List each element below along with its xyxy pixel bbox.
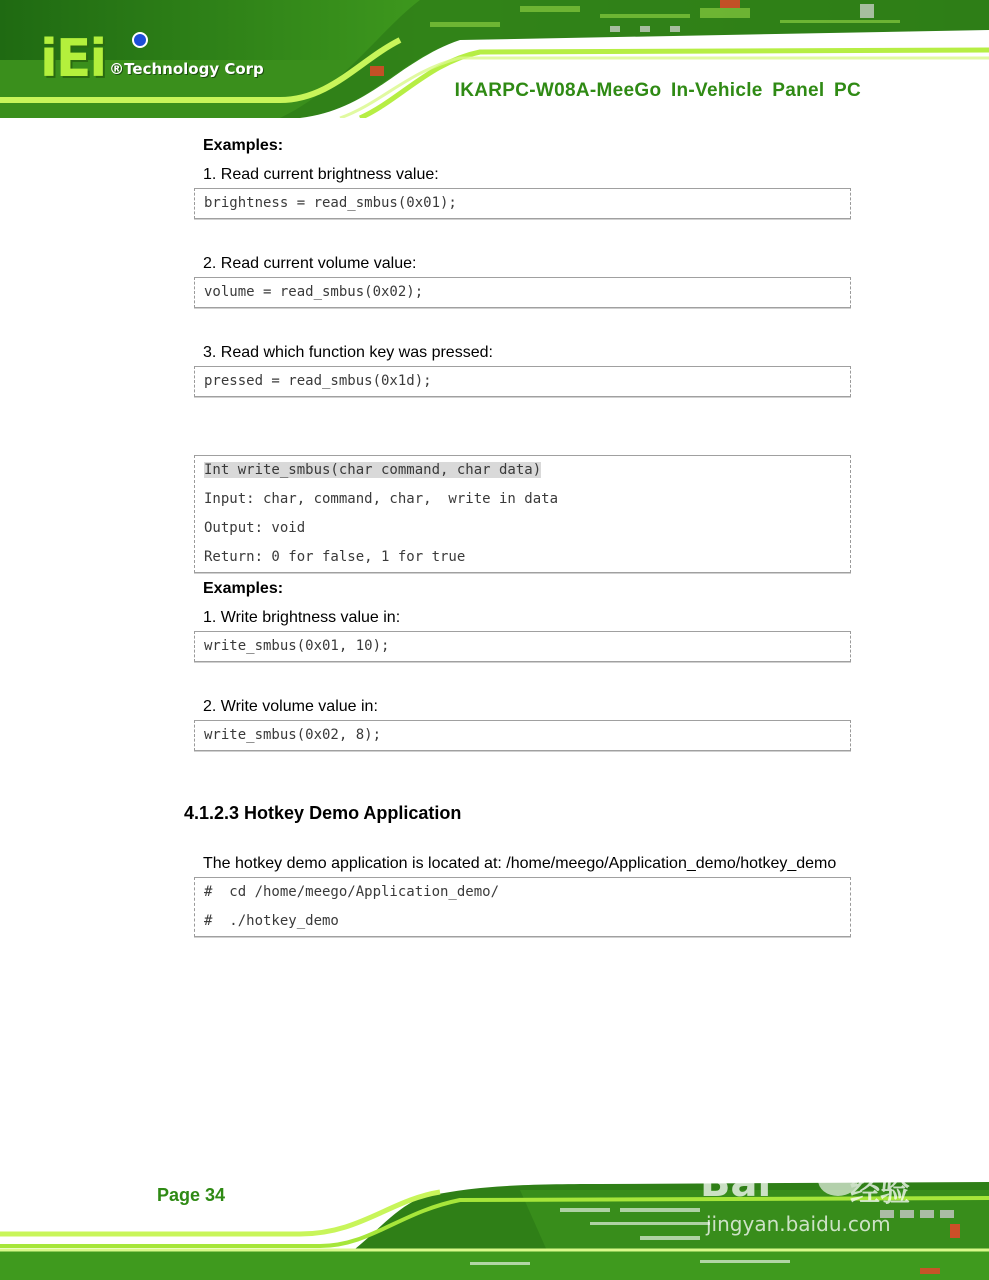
watermark-url: jingyan.baidu.com — [706, 1212, 891, 1236]
company-name: ®Technology Corp — [109, 60, 264, 78]
code-line: brightness = read_smbus(0x01); — [204, 195, 457, 211]
company-logo — [40, 29, 264, 89]
watermark-chinese: 经验 — [850, 1174, 910, 1209]
page-header — [0, 0, 989, 118]
example-caption: 3. Read which function key was pressed: — [203, 344, 493, 361]
code-block — [194, 720, 851, 751]
example-caption: 1. Read current brightness value: — [203, 166, 439, 183]
code-line: write_smbus(0x02, 8); — [204, 727, 382, 743]
signature-highlight: Int write_smbus(char command, char data) — [204, 462, 542, 478]
code-block — [194, 366, 851, 397]
code-line: write_smbus(0x01, 10); — [204, 638, 390, 654]
command-line: # ./hotkey_demo — [204, 913, 339, 929]
function-input: Input: char, command, char, write in data — [204, 491, 559, 507]
code-block — [194, 631, 851, 662]
code-line: pressed = read_smbus(0x1d); — [204, 373, 432, 389]
example-caption: 2. Write volume value in: — [203, 698, 378, 715]
code-block — [194, 188, 851, 219]
function-signature-block — [194, 455, 851, 573]
logo-mark: iEi — [40, 29, 106, 89]
read-examples-heading: Examples: — [203, 137, 284, 154]
watermark-text: Bai — [700, 1160, 772, 1206]
document-title: IKARPC-W08A-MeeGo In-Vehicle Panel PC — [454, 80, 861, 101]
section-heading: 4.1.2.3 Hotkey Demo Application — [184, 803, 462, 823]
example-caption: 2. Read current volume value: — [203, 255, 417, 272]
hotkey-intro: The hotkey demo application is located at: /home/meego/Application_demo/hotkey_demo — [203, 855, 837, 872]
hotkey-command-block — [194, 877, 851, 937]
logo-dot-icon — [132, 32, 148, 48]
write-examples-heading: Examples: — [203, 580, 284, 597]
page-number: Page 34 — [157, 1185, 226, 1205]
command-line: # cd /home/meego/Application_demo/ — [204, 884, 500, 900]
function-signature — [195, 456, 850, 485]
code-block — [194, 277, 851, 308]
function-return: Return: 0 for false, 1 for true — [204, 549, 466, 565]
function-output: Output: void — [204, 520, 306, 536]
example-caption: 1. Write brightness value in: — [203, 609, 401, 626]
code-line: volume = read_smbus(0x02); — [204, 284, 424, 300]
baidu-watermark — [700, 1130, 980, 1240]
